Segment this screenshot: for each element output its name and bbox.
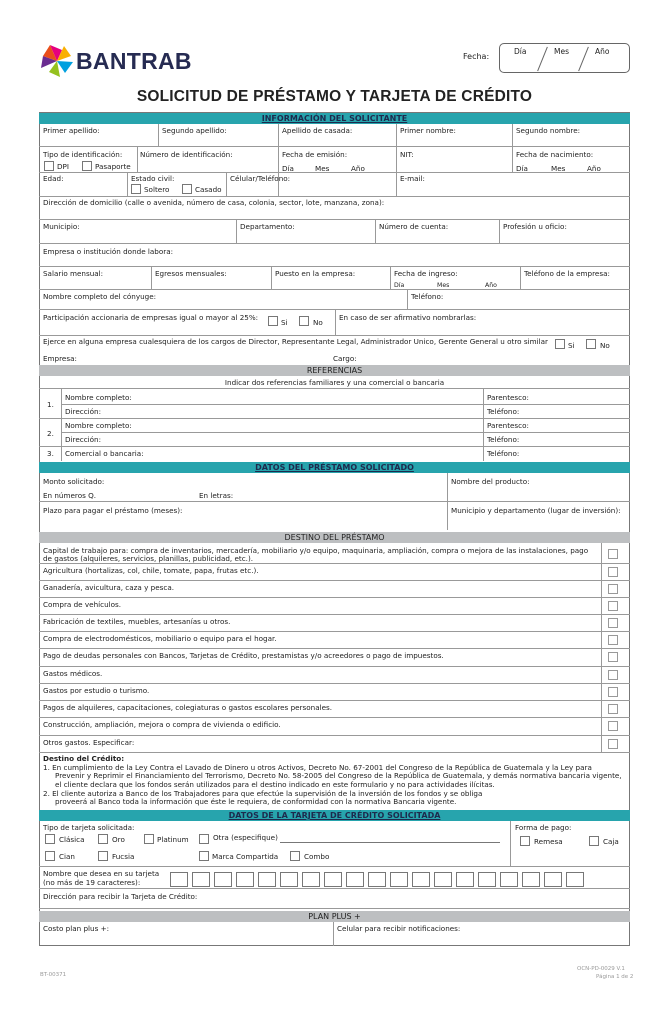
- combo-label: Combo: [304, 852, 330, 861]
- otra-checkbox[interactable]: [199, 834, 209, 844]
- row-line: [39, 683, 630, 684]
- col-line: [512, 124, 513, 172]
- mes-label: Mes: [315, 164, 330, 173]
- col-line: [483, 388, 484, 461]
- si-label: Si: [281, 318, 288, 327]
- row-line: [39, 908, 630, 909]
- nombre-char-box[interactable]: [258, 872, 276, 887]
- ejerce-si-checkbox[interactable]: [555, 339, 565, 349]
- soltero-label: Soltero: [144, 185, 170, 194]
- salario-field[interactable]: Salario mensual:: [43, 269, 104, 278]
- col-line: [335, 309, 336, 335]
- destino-item-label: Compra de electrodomésticos, mobiliario o equipo para el hogar.: [43, 634, 277, 643]
- nombre-char-box[interactable]: [456, 872, 474, 887]
- nombre-char-box[interactable]: [368, 872, 386, 887]
- estado-civil-label: Estado civil:: [131, 174, 175, 183]
- legal-paragraph-2b: proveerá al Banco toda la información que éste le requiera, de conformidad con la normativa Bancaria vigente.: [55, 797, 457, 806]
- empresa-cargo-field[interactable]: Empresa:: [43, 354, 77, 363]
- anio-label: Año: [587, 164, 601, 173]
- destino-item-label: Gastos por estudio o turismo.: [43, 686, 150, 695]
- tipo-id-label: Tipo de identificación:: [43, 150, 123, 159]
- col-line: [407, 289, 408, 309]
- celular-field[interactable]: Célular/Teléfono:: [230, 174, 291, 183]
- ref-number: 1.: [47, 400, 54, 409]
- ref1-direccion-field[interactable]: Dirección:: [65, 407, 102, 416]
- ref2-nombre-field[interactable]: Nombre completo:: [65, 421, 132, 430]
- mes-label: Mes: [554, 47, 569, 56]
- pasaporte-label: Pasaporte: [95, 162, 131, 171]
- legal-paragraph-1b: Prevenir y Reprimir el Financiamiento del Terrorismo, Decreto No. 58-2005 del Congreso de la República de Guatemala, y demás normativa bancaria vigente,: [55, 771, 622, 780]
- cian-checkbox[interactable]: [45, 851, 55, 861]
- row-line: [39, 752, 630, 753]
- row-line: [39, 888, 630, 889]
- row-line: [39, 631, 630, 632]
- municipio-field[interactable]: Municipio:: [43, 222, 80, 231]
- destino-checkbox[interactable]: [608, 652, 618, 662]
- row-line: [39, 563, 630, 564]
- mes-label: Mes: [437, 282, 450, 289]
- primer-apellido-field[interactable]: Primer apellido:: [43, 126, 100, 135]
- marca-compartida-label: Marca Compartida: [212, 852, 279, 861]
- combo-checkbox[interactable]: [290, 851, 300, 861]
- legal-paragraph-1c: el cliente declara que los fondos serán utilizados para el destino indicado en este formulario y no para actividades ilícitas.: [55, 780, 495, 789]
- col-line: [236, 219, 237, 243]
- nombre-char-box[interactable]: [434, 872, 452, 887]
- caja-checkbox[interactable]: [589, 836, 599, 846]
- nombre-tarjeta-label: Nombre que desea en su tarjeta: [43, 869, 160, 878]
- row-line: [39, 501, 630, 502]
- municipio-inversion-field[interactable]: Municipio y departamento (lugar de inversión):: [451, 506, 621, 515]
- col-line: [61, 388, 62, 461]
- row-line: [39, 446, 630, 447]
- mes-label: Mes: [551, 164, 566, 173]
- nombre-char-box[interactable]: [302, 872, 320, 887]
- destino-checkbox[interactable]: [608, 567, 618, 577]
- section-solicitante: INFORMACIÓN DEL SOLICITANTE: [39, 113, 630, 124]
- casado-label: Casado: [195, 185, 222, 194]
- section-tarjeta: DATOS DE LA TARJETA DE CRÉDITO SOLICITADA: [39, 810, 630, 821]
- destino-item-label-2: de gastos (alquileres, servicios, planillas, publicidad, etc.).: [43, 554, 254, 563]
- destino-item-label: Fabricación de textiles, muebles, artesanías u otros.: [43, 617, 231, 626]
- nombre-char-box[interactable]: [214, 872, 232, 887]
- destino-item-label: Construcción, ampliación, mejora o compra de vivienda o edificio.: [43, 720, 281, 729]
- dpi-label: DPI: [57, 162, 69, 171]
- ref-number: 2.: [47, 429, 54, 438]
- destino-item-label: Pagos de alquileres, capacitaciones, colegiaturas o gastos escolares personales.: [43, 703, 333, 712]
- nombre-char-box[interactable]: [544, 872, 562, 887]
- destino-checkbox[interactable]: [608, 687, 618, 697]
- row-line: [39, 700, 630, 701]
- direccion-tarjeta-field[interactable]: Dirección para recibir la Tarjeta de Crédito:: [43, 892, 198, 901]
- col-line: [226, 172, 227, 196]
- col-line: [510, 821, 511, 866]
- section-prestamo: DATOS DEL PRÉSTAMO SOLICITADO: [39, 462, 630, 473]
- destino-item-label: Otros gastos. Especificar:: [43, 738, 135, 747]
- destino-item-label: Ganadería, avicultura, caza y pesca.: [43, 583, 175, 592]
- destino-item-label: Capital de trabajo para: compra de inventarios, mercadería, mobiliario y/o equipo, maquinaria, ampliación, compra o mejora de las instalaciones, pago: [43, 546, 589, 555]
- col-line: [520, 266, 521, 289]
- direccion-field[interactable]: Dirección de domicilio (calle o avenida, número de casa, colonia, sector, lote, manzana, zona):: [43, 198, 385, 207]
- primer-nombre-field[interactable]: Primer nombre:: [400, 126, 456, 135]
- col-line: [137, 146, 138, 172]
- segundo-nombre-field[interactable]: Segundo nombre:: [516, 126, 581, 135]
- dia-label: Día: [282, 164, 294, 173]
- dia-label: Día: [394, 282, 405, 289]
- bantrab-star-icon: [40, 44, 74, 78]
- row-line: [39, 219, 630, 220]
- destino-checkbox[interactable]: [608, 721, 618, 731]
- telefono-conyuge-field[interactable]: Teléfono:: [411, 292, 444, 301]
- tipo-tarjeta-label: Tipo de tarjeta solicitada:: [43, 823, 135, 832]
- remesa-label: Remesa: [534, 837, 563, 846]
- fecha-label: Fecha:: [463, 52, 490, 61]
- col-line: [396, 124, 397, 196]
- destino-item-label: Agricultura (hortalizas, col, chile, tomate, papa, frutas etc.).: [43, 566, 259, 575]
- clasica-label: Clásica: [59, 835, 85, 844]
- participacion-si-checkbox[interactable]: [268, 316, 278, 326]
- clasica-checkbox[interactable]: [45, 834, 55, 844]
- destino-checkbox[interactable]: [608, 635, 618, 645]
- date-divider: [537, 47, 548, 71]
- ref1-telefono-field[interactable]: Teléfono:: [487, 407, 520, 416]
- num-cuenta-field[interactable]: Número de cuenta:: [379, 222, 449, 231]
- oro-label: Oro: [112, 835, 125, 844]
- ref2-parentesco-field[interactable]: Parentesco:: [487, 421, 529, 430]
- destino-item-label: Compra de vehículos.: [43, 600, 122, 609]
- oro-checkbox[interactable]: [98, 834, 108, 844]
- celular-notificaciones-field[interactable]: Celular para recibir notificaciones:: [337, 924, 461, 933]
- col-line: [499, 219, 500, 243]
- destino-checkbox[interactable]: [608, 601, 618, 611]
- empresa-field[interactable]: Empresa o institución donde labora:: [43, 247, 174, 256]
- cargo-field[interactable]: Cargo:: [333, 354, 357, 363]
- caso-afirmativo-field[interactable]: En caso de ser afirmativo nombrarlas:: [339, 313, 477, 322]
- nombre-char-box[interactable]: [236, 872, 254, 887]
- marca-compartida-checkbox[interactable]: [199, 851, 209, 861]
- monto-numeros-field[interactable]: En números Q.: [43, 491, 97, 500]
- ref2-telefono-field[interactable]: Teléfono:: [487, 435, 520, 444]
- section-plan-plus: PLAN PLUS +: [39, 911, 630, 922]
- row-line: [39, 717, 630, 718]
- dia-label: Día: [516, 164, 528, 173]
- si-label: Si: [568, 341, 575, 350]
- fecha-nac-field[interactable]: Fecha de nacimiento:: [516, 150, 594, 159]
- col-line: [447, 473, 448, 530]
- row-line: [39, 196, 630, 197]
- row-line: [39, 648, 630, 649]
- producto-field[interactable]: Nombre del producto:: [451, 477, 530, 486]
- fecha-box[interactable]: [499, 43, 630, 73]
- section-referencias: REFERENCIAS: [39, 365, 630, 376]
- departamento-field[interactable]: Departamento:: [240, 222, 295, 231]
- row-line: [61, 404, 630, 405]
- monto-letras-field[interactable]: En letras:: [199, 491, 234, 500]
- footer-version: OCN-PD-0029 V.1: [577, 966, 625, 972]
- nombre-char-box[interactable]: [324, 872, 342, 887]
- page-title: SOLICITUD DE PRÉSTAMO Y TARJETA DE CRÉDITO: [136, 88, 533, 105]
- destino-item-label: Pago de deudas personales con Bancos, Tarjetas de Crédito, prestamistas y/o acreedores o pago de impuestos.: [43, 651, 444, 660]
- brand-name: BANTRAB: [76, 48, 192, 74]
- puesto-field[interactable]: Puesto en la empresa:: [275, 269, 356, 278]
- destino-checkbox[interactable]: [608, 739, 618, 749]
- nit-field[interactable]: NIT:: [400, 150, 414, 159]
- destino-checkbox[interactable]: [608, 618, 618, 628]
- col-line: [271, 266, 272, 289]
- cian-label: Cian: [59, 852, 75, 861]
- profesion-field[interactable]: Profesión u oficio:: [503, 222, 567, 231]
- row-line: [39, 597, 630, 598]
- ejerce-label: Ejerce en alguna empresa cualesquiera de los cargos de Director, Representante Legal, Administrador Unico, Gerente General u otro similar: [43, 337, 548, 346]
- nombre-char-box[interactable]: [500, 872, 518, 887]
- segundo-apellido-field[interactable]: Segundo apellido:: [162, 126, 227, 135]
- legal-paragraph-2a: 2. El cliente autoriza a Banco de los Trabajadores para que efectúe la supervisión de la inversión de los fondos y se obliga: [43, 789, 483, 798]
- col-line: [278, 124, 279, 196]
- nombre-char-box[interactable]: [280, 872, 298, 887]
- nombre-char-box[interactable]: [192, 872, 210, 887]
- row-line: [61, 432, 630, 433]
- nombre-char-box[interactable]: [566, 872, 584, 887]
- platinum-checkbox[interactable]: [144, 834, 154, 844]
- fucsia-label: Fucsia: [112, 852, 135, 861]
- no-label: No: [313, 318, 323, 327]
- row-line: [39, 614, 630, 615]
- ref3-comercial-field[interactable]: Comercial o bancaria:: [65, 449, 144, 458]
- platinum-label: Platinum: [157, 835, 189, 844]
- footer-page: Página 1 de 2: [596, 974, 634, 980]
- otra-label: Otra (especifique): [213, 833, 278, 842]
- ref2-direccion-field[interactable]: Dirección:: [65, 435, 102, 444]
- caja-label: Caja: [603, 837, 619, 846]
- col-line: [390, 266, 391, 289]
- row-line: [39, 289, 630, 290]
- row-line: [39, 735, 630, 736]
- nombre-char-box[interactable]: [346, 872, 364, 887]
- col-line: [127, 172, 128, 196]
- row-line: [39, 580, 630, 581]
- pasaporte-checkbox[interactable]: [82, 161, 92, 171]
- ref1-parentesco-field[interactable]: Parentesco:: [487, 393, 529, 402]
- participacion-label: Participación accionaria de empresas igual o mayor al 25%:: [43, 313, 259, 322]
- row-line: [39, 266, 630, 267]
- email-field[interactable]: E-mail:: [400, 174, 425, 183]
- edad-field[interactable]: Edad:: [43, 174, 64, 183]
- participacion-no-checkbox[interactable]: [299, 316, 309, 326]
- row-line: [39, 388, 630, 389]
- nombre-char-box[interactable]: [412, 872, 430, 887]
- nombre-char-box[interactable]: [522, 872, 540, 887]
- ref3-telefono-field[interactable]: Teléfono:: [487, 449, 520, 458]
- nombre-char-box[interactable]: [478, 872, 496, 887]
- nombre-char-box[interactable]: [390, 872, 408, 887]
- bantrab-logo: [40, 44, 200, 78]
- tel-empresa-field[interactable]: Teléfono de la empresa:: [524, 269, 610, 278]
- col-line: [375, 219, 376, 243]
- date-divider: [578, 47, 589, 71]
- anio-label: Año: [485, 282, 497, 289]
- destino-checkbox[interactable]: [608, 670, 618, 680]
- soltero-checkbox[interactable]: [131, 184, 141, 194]
- section-destino: DESTINO DEL PRÉSTAMO: [39, 532, 630, 543]
- num-id-field[interactable]: Número de identificación:: [140, 150, 233, 159]
- destino-credito-title: Destino del Crédito:: [43, 754, 125, 763]
- dia-label: Día: [514, 47, 527, 56]
- fecha-emision-field[interactable]: Fecha de emisión:: [282, 150, 348, 159]
- dpi-checkbox[interactable]: [44, 161, 54, 171]
- no-label: No: [600, 341, 610, 350]
- destino-item-label: Gastos médicos.: [43, 669, 103, 678]
- ejerce-no-checkbox[interactable]: [586, 339, 596, 349]
- nombre-tarjeta-label-2: (no más de 19 caracteres):: [43, 878, 141, 887]
- destino-checkbox[interactable]: [608, 704, 618, 714]
- anio-label: Año: [351, 164, 365, 173]
- remesa-checkbox[interactable]: [520, 836, 530, 846]
- col-line: [333, 922, 334, 946]
- legal-paragraph-1a: 1. En cumplimiento de la Ley Contra el Lavado de Dinero u otros Activos, Decreto No. 67-2001 del Congreso de la República de Guatemala y la Ley para: [43, 763, 592, 772]
- row-line: [39, 243, 630, 244]
- destino-checkbox[interactable]: [608, 549, 618, 559]
- apellido-casada-field[interactable]: Apellido de casada:: [282, 126, 353, 135]
- egresos-field[interactable]: Egresos mensuales:: [155, 269, 227, 278]
- conyuge-field[interactable]: Nombre completo del cónyuge:: [43, 292, 157, 301]
- referencias-intro: Indicar dos referencias familiares y una comercial o bancaria: [224, 378, 445, 387]
- footer-code: BT-00371: [40, 972, 67, 978]
- col-line: [158, 124, 159, 146]
- fecha-ingreso-field[interactable]: Fecha de ingreso:: [394, 269, 458, 278]
- plazo-field[interactable]: Plazo para pagar el préstamo (meses):: [43, 506, 183, 515]
- nombre-char-box[interactable]: [170, 872, 188, 887]
- anio-label: Año: [595, 47, 610, 56]
- row-line: [39, 418, 630, 419]
- forma-pago-label: Forma de pago:: [515, 823, 572, 832]
- col-line: [151, 266, 152, 289]
- row-line: [39, 335, 630, 336]
- casado-checkbox[interactable]: [182, 184, 192, 194]
- monto-label: Monto solicitado:: [43, 477, 105, 486]
- row-line: [39, 666, 630, 667]
- destino-checkbox[interactable]: [608, 584, 618, 594]
- row-line: [39, 146, 630, 147]
- ref1-nombre-field[interactable]: Nombre completo:: [65, 393, 132, 402]
- ref-number: 3.: [47, 449, 54, 458]
- otra-input-line[interactable]: [280, 842, 500, 843]
- costo-plan-field[interactable]: Costo plan plus +:: [43, 924, 110, 933]
- row-line: [39, 866, 630, 867]
- fucsia-checkbox[interactable]: [98, 851, 108, 861]
